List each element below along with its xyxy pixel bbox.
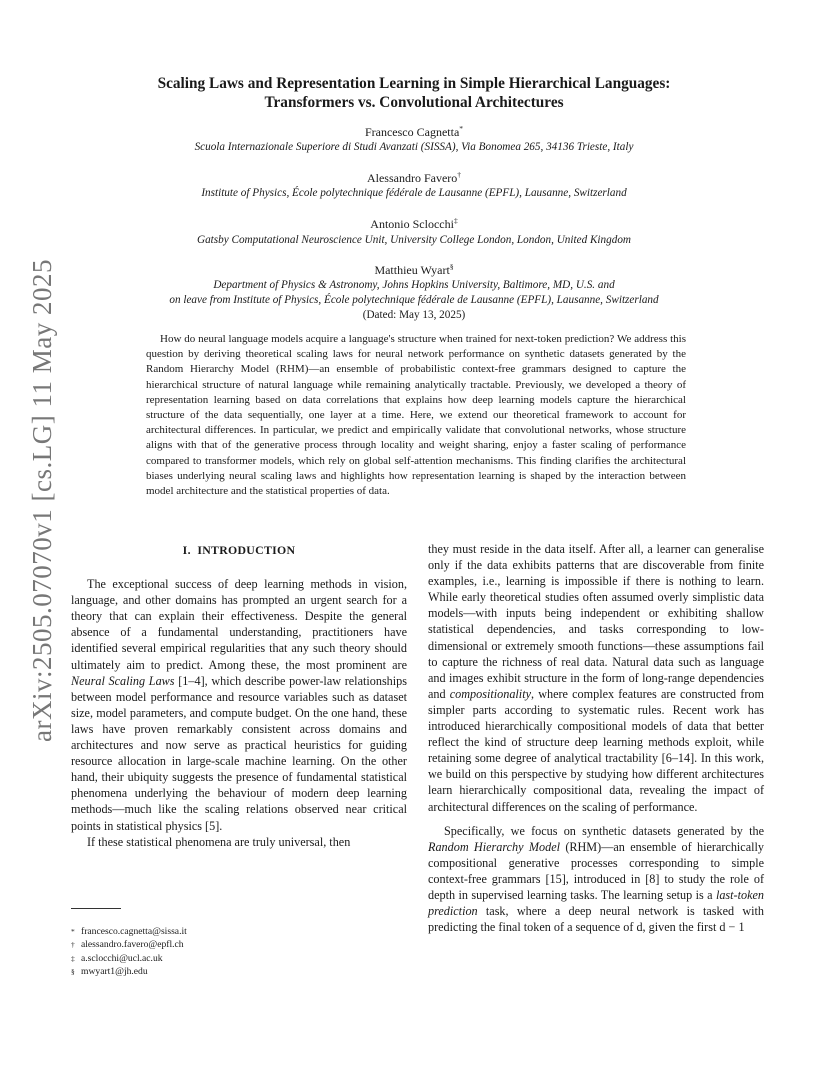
author-3-affiliation: Gatsby Computational Neuroscience Unit, University College London, London, United Kingdom bbox=[196, 234, 631, 246]
footnotes bbox=[71, 925, 407, 979]
intro-paragraph-1 bbox=[71, 576, 407, 834]
footnote-divider bbox=[71, 908, 121, 909]
arxiv-stamp-text: arXiv:2505.07070v1 [cs.LG] 11 May 2025 bbox=[26, 258, 57, 742]
footnote-mark: * bbox=[71, 927, 75, 936]
author-2-affiliation: Institute of Physics, École polytechnique fédérale de Lausanne (EPFL), Lausanne, Switzerland bbox=[201, 187, 627, 199]
footnote-item bbox=[71, 938, 407, 951]
author-footnote-mark: † bbox=[457, 170, 462, 179]
footnote-item bbox=[71, 965, 407, 978]
left-column bbox=[71, 540, 407, 850]
right-column bbox=[428, 541, 764, 935]
intro-paragraph-4 bbox=[428, 823, 764, 936]
author-3 bbox=[90, 217, 738, 232]
text-run: , where complex features are constructed from simpler parts according to systematic rules. Recent work has introduced hierarchically compositional models of data that better reflect the kind of structure deep learning methods exploit, while retaining some degree of analytical tractability [6–14]. In this work, we build on this perspective by studying how different architectures learn hierarchically compositional data, revealing the impact of architectural differences on the scaling of performance. bbox=[428, 686, 764, 814]
section-number: I. bbox=[182, 543, 191, 557]
title-line-1: Scaling Laws and Representation Learning in Simple Hierarchical Languages: bbox=[157, 75, 671, 92]
intro-paragraph-3 bbox=[428, 541, 764, 815]
footnote-item bbox=[71, 925, 407, 938]
footnote-item bbox=[71, 952, 407, 965]
emphasis-text: Neural Scaling Laws bbox=[71, 673, 175, 688]
emphasis-text: Random Hierarchy Model bbox=[428, 839, 561, 854]
footnote-mark: § bbox=[71, 967, 75, 977]
section-title: INTRODUCTION bbox=[197, 543, 296, 557]
author-footnote-mark: * bbox=[459, 124, 464, 133]
section-heading bbox=[71, 540, 407, 558]
paper-title bbox=[90, 74, 738, 112]
title-line-2: Transformers vs. Convolutional Architectures bbox=[264, 94, 564, 111]
footnote-email[interactable]: mwyart1@jh.edu bbox=[81, 966, 148, 978]
author-name: Matthieu Wyart bbox=[374, 263, 450, 277]
author-name: Alessandro Favero bbox=[366, 171, 458, 185]
text-run: they must reside in the data itself. After all, a learner can generalise only if the data exhibits patterns that are discoverable from finite examples, i.e., learning is impossible if there is nothing to learn. While early theoretical studies often assumed overly simplistic data models—with inputs being independent or exhibiting shallow statistical dependencies, and tasks corresponding to low-dimensional or extremely smooth functions—these assumptions fail to capture the richness of real data. Natural data such as language and images exhibit structure in the form of long-range dependencies and bbox=[428, 542, 764, 701]
arxiv-identifier-stamp bbox=[24, 258, 60, 742]
text-run: The exceptional success of deep learning methods in vision, language, and other domains has prompted an urgent search for a theory that can explain their effectiveness. Despite the general absence of a fundamental understanding, practitioners have identified several empirical regularities that any such theory should ultimately aim to predict. Among these, the most prominent are bbox=[71, 577, 407, 672]
text-run: task, where a deep neural network is tasked with predicting the final token of a sequence of d, given the first d − 1 bbox=[428, 904, 764, 935]
author-4-affiliation: Department of Physics & Astronomy, Johns Hopkins University, Baltimore, MD, U.S. and bbox=[213, 279, 615, 291]
text-run: [1–4], which describe power-law relationships between model performance and resource variables such as dataset size, model parameters, and compute budget. On the one hand, these laws have proven remarkably consistent across domains and architectures and now serve as practical heuristics for guiding resource allocation in large-scale machine learning. On the other hand, their ubiquity suggests the presence of fundamental statistical phenomena underlying the behaviour of modern deep learning methods—much like the scaling relations observed near critical points in statistical physics [5]. bbox=[71, 673, 408, 833]
text-run: (RHM)—an ensemble of hierarchically compositional generative processes corresponding to simple context-free grammars [15], introduced in [8] to study the role of depth in supervised learning tasks. The learning setup is a bbox=[428, 839, 764, 902]
author-4 bbox=[90, 263, 738, 278]
author-footnote-mark: § bbox=[449, 262, 454, 271]
text-run: Specifically, we focus on synthetic datasets generated by the bbox=[444, 823, 764, 838]
footnote-mark: † bbox=[71, 940, 75, 950]
emphasis-text: compositionality bbox=[449, 686, 531, 701]
intro-paragraph-2: If these statistical phenomena are truly universal, then bbox=[87, 834, 351, 849]
footnote-email[interactable]: a.sclocchi@ucl.ac.uk bbox=[81, 952, 163, 964]
author-1-affiliation: Scuola Internazionale Superiore di Studi Avanzati (SISSA), Via Bonomea 265, 34136 Trieste, Italy bbox=[194, 141, 634, 153]
author-1 bbox=[90, 125, 738, 140]
date-line: (Dated: May 13, 2025) bbox=[362, 309, 466, 321]
author-name: Antonio Sclocchi bbox=[370, 217, 454, 231]
author-name: Francesco Cagnetta bbox=[364, 125, 460, 139]
footnote-email[interactable]: alessandro.favero@epfl.ch bbox=[81, 939, 184, 951]
footnote-email[interactable]: francesco.cagnetta@sissa.it bbox=[81, 926, 187, 937]
footnote-mark: ‡ bbox=[71, 953, 75, 963]
author-footnote-mark: ‡ bbox=[453, 216, 458, 225]
author-4-affiliation-2: on leave from Institute of Physics, École polytechnique fédérale de Lausanne (EPFL), Lausanne, Switzerland bbox=[169, 294, 659, 306]
author-2 bbox=[90, 171, 738, 186]
emphasis-text: last-token prediction bbox=[428, 887, 764, 919]
abstract: How do neural language models acquire a language's structure when trained for next-token prediction? We address this question by deriving theoretical scaling laws for neural network performance on synthetic datasets generated by the Random Hierarchy Model (RHM)—an ensemble of probabilistic context-free grammars designed to capture the hierarchical structure of natural language while remaining analytically tractable. Previously, we developed a theory of representation learning based on data correlations that explains how deep learning models capture the hierarchical structure of the data sequentially, one layer at a time. Here, we extend our theoretical framework to account for architectural differences. In particular, we predict and empirically validate that convolutional networks, whose structure aligns with that of the generative process through locality and weight sharing, enjoy a faster scaling of performance compared to transformer models, which rely on global self-attention mechanisms. This finding clarifies the architectural biases underlying neural scaling laws and highlights how representation learning is shaped by the interaction between model architecture and the statistical properties of data. bbox=[146, 333, 686, 498]
